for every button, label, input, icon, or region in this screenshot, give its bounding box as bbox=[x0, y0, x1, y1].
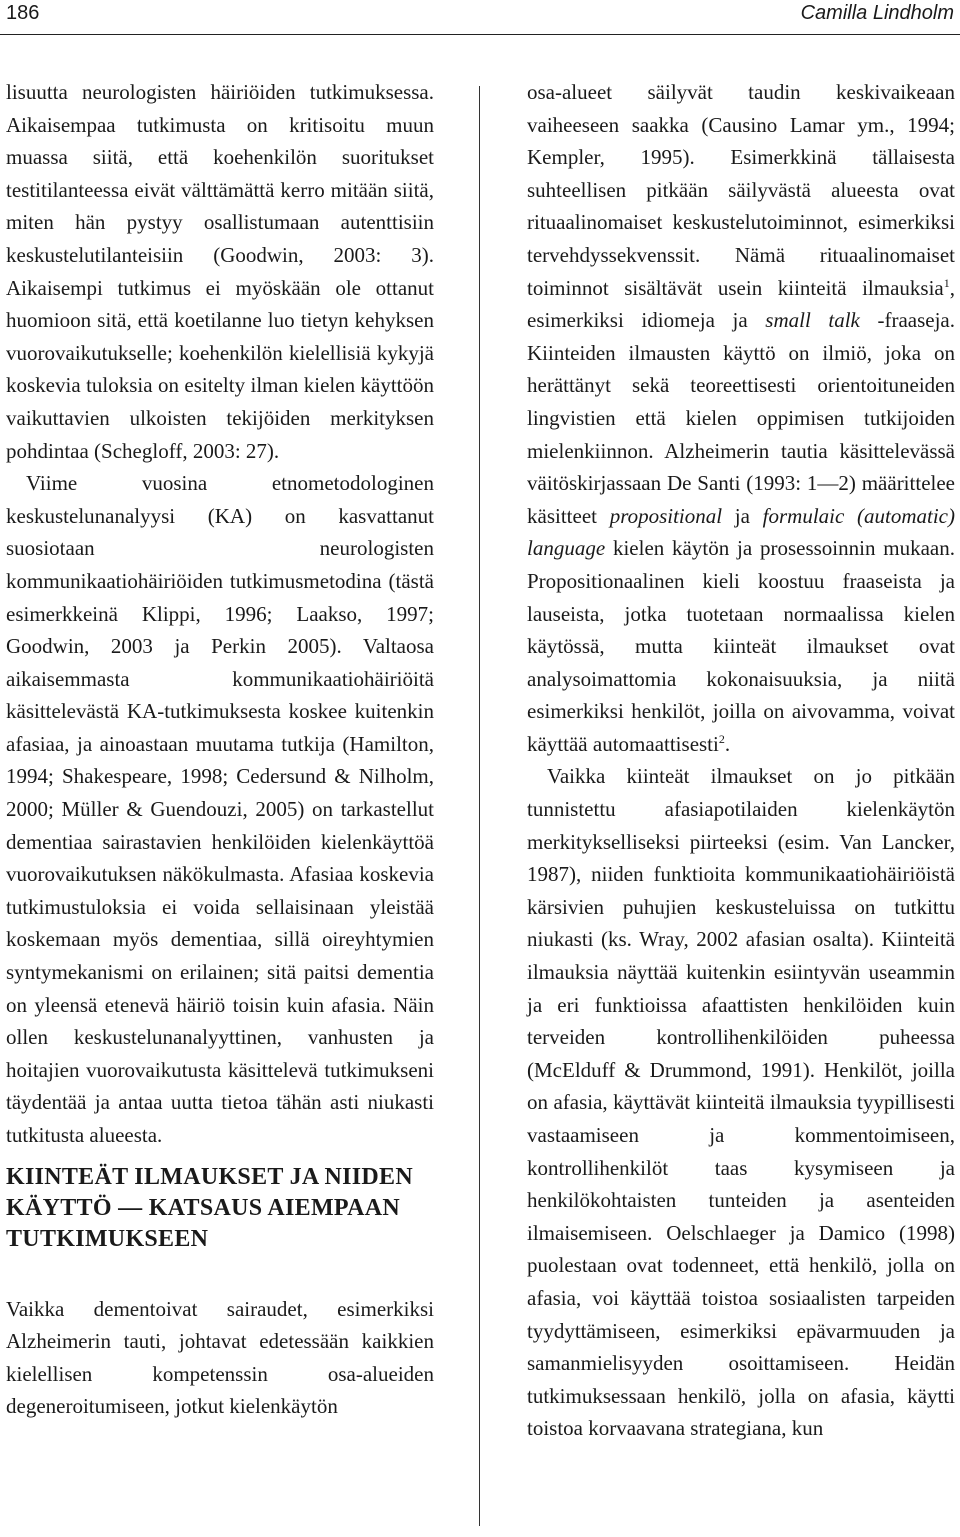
text-run: , esimerkiksi idiomeja ja bbox=[527, 275, 955, 333]
italic-term: small talk bbox=[765, 308, 860, 333]
heading-line: KÄYTTÖ — KATSAUS AIEMPAAN bbox=[6, 1194, 400, 1221]
heading-line: KIINTEÄT ILMAUKSET JA NIIDEN bbox=[6, 1163, 413, 1190]
heading-line: TUTKIMUKSEEN bbox=[6, 1225, 209, 1252]
footnote-marker[interactable]: 1 bbox=[943, 275, 950, 290]
footnote-marker[interactable]: 2 bbox=[718, 731, 725, 746]
paragraph: Vaikka kiinteät ilmaukset on jo pitkään tunnistettu afasiapotilaiden kielenkäytön merkitykselliseksi piirteeksi (esim. Van Lancker, 1987), niiden funktioita kommunikaatiohäiriöistä kärsivien puhujien keskusteluissa on tutkittu niukasti (ks. Wray, 2002 afasian osalta). Kiinteitä ilmauksia näyttää kuitenkin esiintyvän useammin ja eri funktioissa afaattisten henkilöiden kuin terveiden kontrollihenkilöiden puheessa (McElduff & Drummond, 1991). Henkilöt, joilla on afasia, käyttävät kiinteitä ilmauksia tyypillisesti vastaamiseen ja kommentoimiseen, kontrollihenkilöt taas kysymiseen ja henkilökohtaisten tunteiden ja asenteiden ilmaisemiseen. Oelschlaeger ja Damico (1998) puolestaan ovat todenneet, että henkilö, jolla on afasia, voi käyttää toistoa sosiaalisten tarpeiden tyydyttämiseen, esimerkiksi epävarmuuden ja samanmielisyyden osoittamiseen. Heidän tutkimuksessaan henkilö, jolla on afasia, käytti toistoa korvaavana strategiana, kun bbox=[527, 764, 955, 1441]
header-rule bbox=[0, 34, 960, 35]
paragraph bbox=[527, 76, 955, 760]
running-head-author: Camilla Lindholm bbox=[800, 2, 954, 24]
text-run: ja bbox=[722, 503, 763, 528]
text-run: -fraaseja. Kiinteiden ilmausten käyttö on ilmiö, joka on herättänyt sekä teoreettisesti orientoituneiden lingvistien että kielen oppimisen tutkijoiden mielenkiinnon. Alzheimerin tautia käsittelevässä väitöskirjassaan De Santi (1993: 1—2) määrittelee käsitteet bbox=[527, 308, 955, 528]
left-column bbox=[6, 76, 434, 1423]
italic-term: propositional bbox=[609, 503, 723, 528]
text-run: kielen käytön ja prosessoinnin mukaan. Propositionaalinen kieli koostuu fraaseista ja lauseista, jotka tuotetaan normaalissa kielen käytössä, mutta kiinteät ilmaukset ovat analysoimattomia kokonaisuuksia, ja niitä esimerkiksi henkilöt, joilla on aivovamma, voivat käyttää automaattisesti bbox=[527, 536, 955, 756]
text-run: . bbox=[724, 731, 731, 756]
page-number: 186 bbox=[6, 2, 40, 24]
right-column bbox=[527, 76, 955, 1445]
text-run: osa-alueet säilyvät taudin keskivaikeaan vaiheeseen saakka (Causino Lamar ym., 1994; Kempler, 1995). Esimerkkinä tällaisesta suhteellisen pitkään säilyvästä alueesta ovat rituaalinomaiset keskustelutoiminnot, esimerkiksi tervehdyssekvenssit. Nämä rituaalinomaiset toiminnot sisältävät usein kiinteitä ilmauksia bbox=[527, 80, 955, 300]
section-heading bbox=[6, 1162, 434, 1255]
column-divider bbox=[479, 86, 480, 1526]
italic-term: formulaic (automatic) language bbox=[527, 503, 955, 561]
paragraph: Viime vuosina etnometodologinen keskustelunanalyysi (KA) on kasvattanut suosiotaan neurologisten kommunikaatiohäiriöiden tutkimusmetodina (tästä esimerkkeinä Klippi, 1996; Laakso, 1997; Goodwin, 2003 ja Perkin 2005). Valtaosa aikaisemmasta kommunikaatiohäiriöitä käsittelevästä KA-tutkimuksesta koskee kuitenkin afasiaa, ja ainoastaan muutama tutkija (Hamilton, 1994; Shakespeare, 1998; Cedersund & Nilholm, 2000; Müller & Guendouzi, 2005) on tarkastellut dementiaa sairastavien henkilöiden kielenkäyttöä vuorovaikutuksen näkökulmasta. Afasiaa koskevia tutkimustuloksia ei voida sellaisinaan yleistää koskemaan myös dementiaa, sillä oireyhtymien syntymekanismi on erilainen; sitä paitsi dementia on yleensä etenevä häiriö toisin kuin afasia. Näin ollen keskustelunanalyyttinen, vanhusten ja hoitajien vuorovaikutusta käsittelevä tutkimukseni täydentää ja antaa uutta tietoa tähän asti niukasti tutkitusta alueesta. bbox=[6, 471, 434, 1147]
paragraph: Vaikka dementoivat sairaudet, esimerkiksi Alzheimerin tauti, johtavat edetessään kaikkien kielellisen kompetenssin osa-alueiden degeneroitumiseen, jotkut kielenkäytön bbox=[6, 1296, 434, 1419]
page-header bbox=[0, 0, 960, 34]
paragraph: lisuutta neurologisten häiriöiden tutkimuksessa. Aikaisempaa tutkimusta on kritisoitu muun muassa siitä, että koehenkilön suoritukset testitilanteessa eivät välttämättä kerro mitään siitä, miten hän pystyy osallistumaan autenttisiin keskustelutilanteisiin (Goodwin, 2003: 3). Aikaisempi tutkimus ei myöskään ole ottanut huomioon sitä, että koetilanne luo tietyn kehyksen vuorovaikutukselle; koehenkilön kielellisiä kykyjä koskevia tuloksia on esitelty ilman kielen käyttöön vaikuttavien ulkoisten tekijöiden merkityksen pohdintaa (Schegloff, 2003: 27). bbox=[6, 80, 434, 463]
